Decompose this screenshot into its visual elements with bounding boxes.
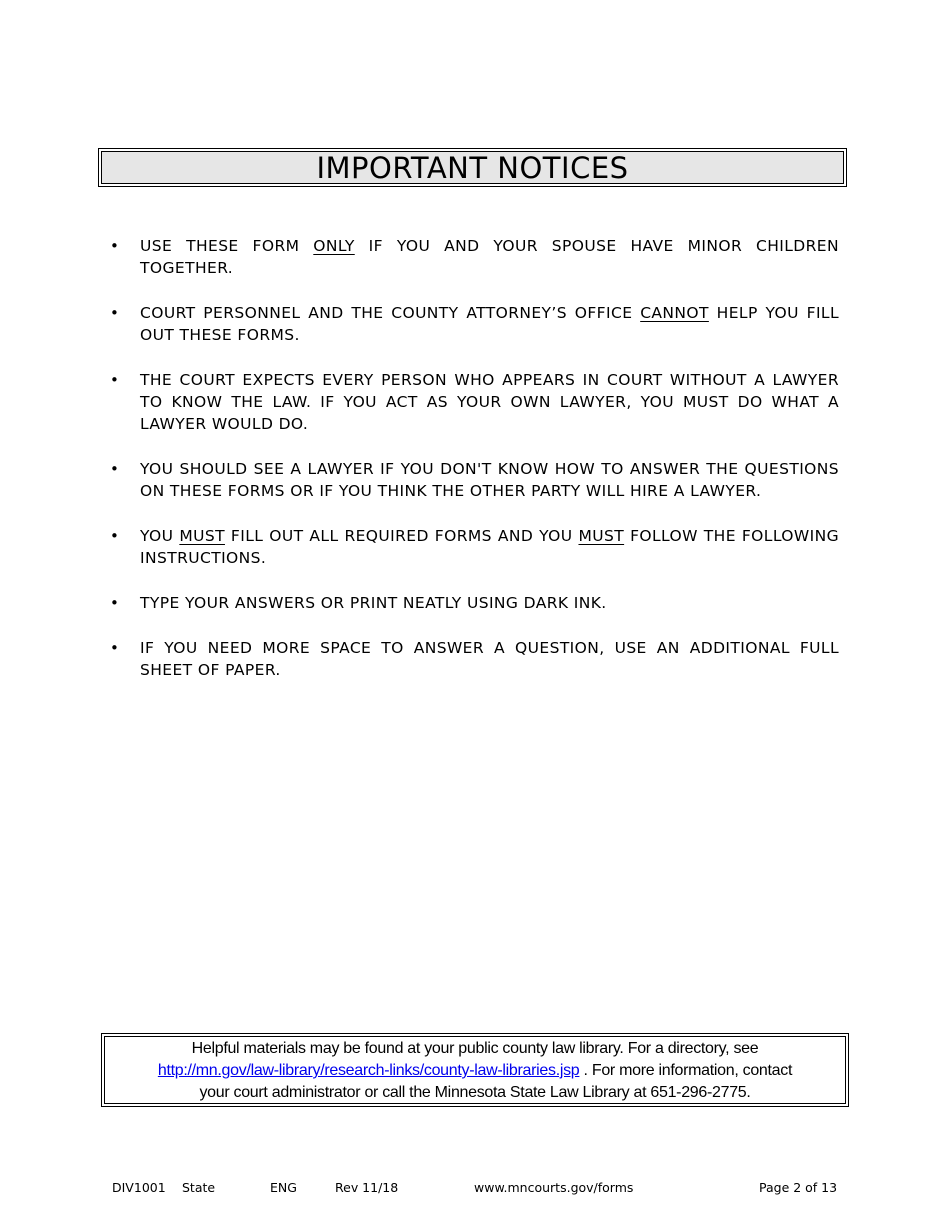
notice-item: • YOU SHOULD SEE A LAWYER IF YOU DON'T KNOW HOW TO ANSWER THE QUESTIONS ON THESE FORMS OR IF YOU THINK THE OTHER PARTY WILL HIRE A LAWYER. xyxy=(110,460,839,500)
title-box xyxy=(98,148,847,187)
bullet-icon: • xyxy=(110,527,120,545)
notice-item: • IF YOU NEED MORE SPACE TO ANSWER A QUESTION, USE AN ADDITIONAL FULL SHEET OF PAPER. xyxy=(110,639,839,679)
bullet-icon: • xyxy=(110,639,120,657)
notice-list xyxy=(108,235,839,704)
notice-item: • THE COURT EXPECTS EVERY PERSON WHO APPEARS IN COURT WITHOUT A LAWYER TO KNOW THE LAW. IF YOU ACT AS YOUR OWN LAWYER, YOU MUST DO WHAT A LAWYER WOULD DO. xyxy=(110,371,839,433)
notice-item: • COURT PERSONNEL AND THE COUNTY ATTORNEY’S OFFICE CANNOT HELP YOU FILL OUT THESE FORMS. xyxy=(110,304,839,344)
footer-language: ENG xyxy=(270,1180,297,1195)
bullet-icon: • xyxy=(110,594,120,612)
notice-item: • TYPE YOUR ANSWERS OR PRINT NEATLY USING DARK INK. xyxy=(110,594,607,612)
bullet-icon: • xyxy=(110,371,120,389)
emphasis-underline: MUST xyxy=(578,527,625,545)
page-footer xyxy=(0,1180,950,1196)
emphasis-underline: CANNOT xyxy=(640,304,709,322)
footer-website: www.mncourts.gov/forms xyxy=(474,1180,634,1195)
notice-item: • USE THESE FORM ONLY IF YOU AND YOUR SPOUSE HAVE MINOR CHILDREN TOGETHER. xyxy=(110,237,839,277)
footer-page-number: Page 2 of 13 xyxy=(759,1180,838,1195)
notice-item: • YOU MUST FILL OUT ALL REQUIRED FORMS AND YOU MUST FOLLOW THE FOLLOWING INSTRUCTIONS. xyxy=(110,527,839,567)
law-library-info-text: Helpful materials may be found at your public county law library. For a directory, see http://mn.gov/law-library/research-links/county-law-libraries.jsp . For more information, contact your court administrator or call the Minnesota State Law Library at 651-296-2775. xyxy=(104,1036,846,1104)
bullet-icon: • xyxy=(110,304,120,322)
page-title: IMPORTANT NOTICES xyxy=(101,151,844,184)
law-library-info-box xyxy=(101,1033,849,1107)
county-law-libraries-link[interactable]: http://mn.gov/law-library/research-links/county-law-libraries.jsp xyxy=(157,1062,580,1079)
footer-form-id: DIV1001 xyxy=(112,1180,166,1195)
footer-revision: Rev 11/18 xyxy=(335,1180,399,1195)
emphasis-underline: ONLY xyxy=(313,237,355,255)
bullet-icon: • xyxy=(110,460,120,478)
emphasis-underline: MUST xyxy=(179,527,225,545)
footer-state: State xyxy=(182,1180,216,1195)
bullet-icon: • xyxy=(110,237,120,255)
